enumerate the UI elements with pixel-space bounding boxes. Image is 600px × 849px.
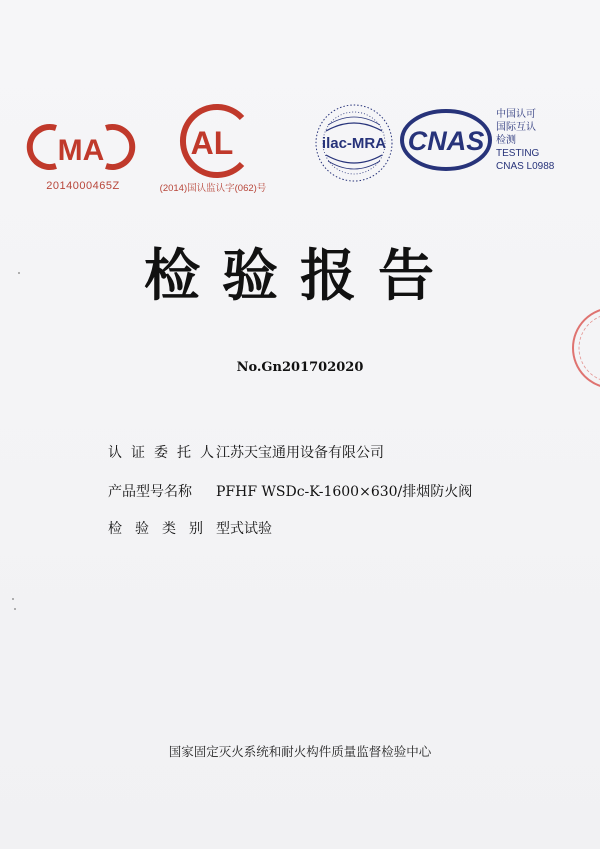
scan-mark (14, 608, 16, 610)
category-row (108, 517, 272, 539)
category-value: 型式试验 (216, 521, 272, 537)
ilac-logo-text: ilac-MRA (321, 135, 387, 152)
cnas-line-1: 中国认可 (496, 109, 536, 120)
client-row (108, 441, 384, 463)
ilac-mra-logo (306, 103, 402, 183)
scan-mark (18, 272, 20, 274)
report-number: No.Gn201702020 (236, 360, 364, 375)
product-label: 产品型号名称 (108, 484, 192, 500)
cnas-line-3: 检测 (496, 135, 516, 146)
cnas-logo (398, 108, 494, 172)
cnas-line-5: CNAS L0988 (496, 161, 555, 172)
report-title: 检验报告 (144, 244, 456, 309)
cma-logo (36, 122, 126, 172)
cnas-line-4: TESTING (496, 148, 540, 159)
organization-name: 国家固定灭火系统和耐火构件质量监督检验中心 (168, 744, 432, 759)
cnas-accreditation-text (496, 108, 596, 173)
cal-code: (2014)国认监认字(062)号 (159, 183, 267, 194)
cnas-line-2: 国际互认 (496, 122, 536, 133)
cal-logo-text: AL (190, 125, 234, 161)
scan-mark (12, 598, 14, 600)
cma-logo-text: MA (57, 134, 105, 167)
client-label: 认证委托人 (108, 445, 223, 461)
client-value: 江苏天宝通用设备有限公司 (216, 445, 384, 461)
red-seal-stamp (565, 303, 600, 393)
product-value: PFHF WSDc-K-1600×630/排烟防火阀 (216, 484, 473, 500)
category-label: 检验类别 (108, 521, 216, 537)
cnas-logo-text: CNAS (407, 126, 485, 156)
product-row (108, 480, 472, 502)
cal-logo (172, 104, 254, 178)
cma-code: 2014000465Z (46, 180, 120, 192)
